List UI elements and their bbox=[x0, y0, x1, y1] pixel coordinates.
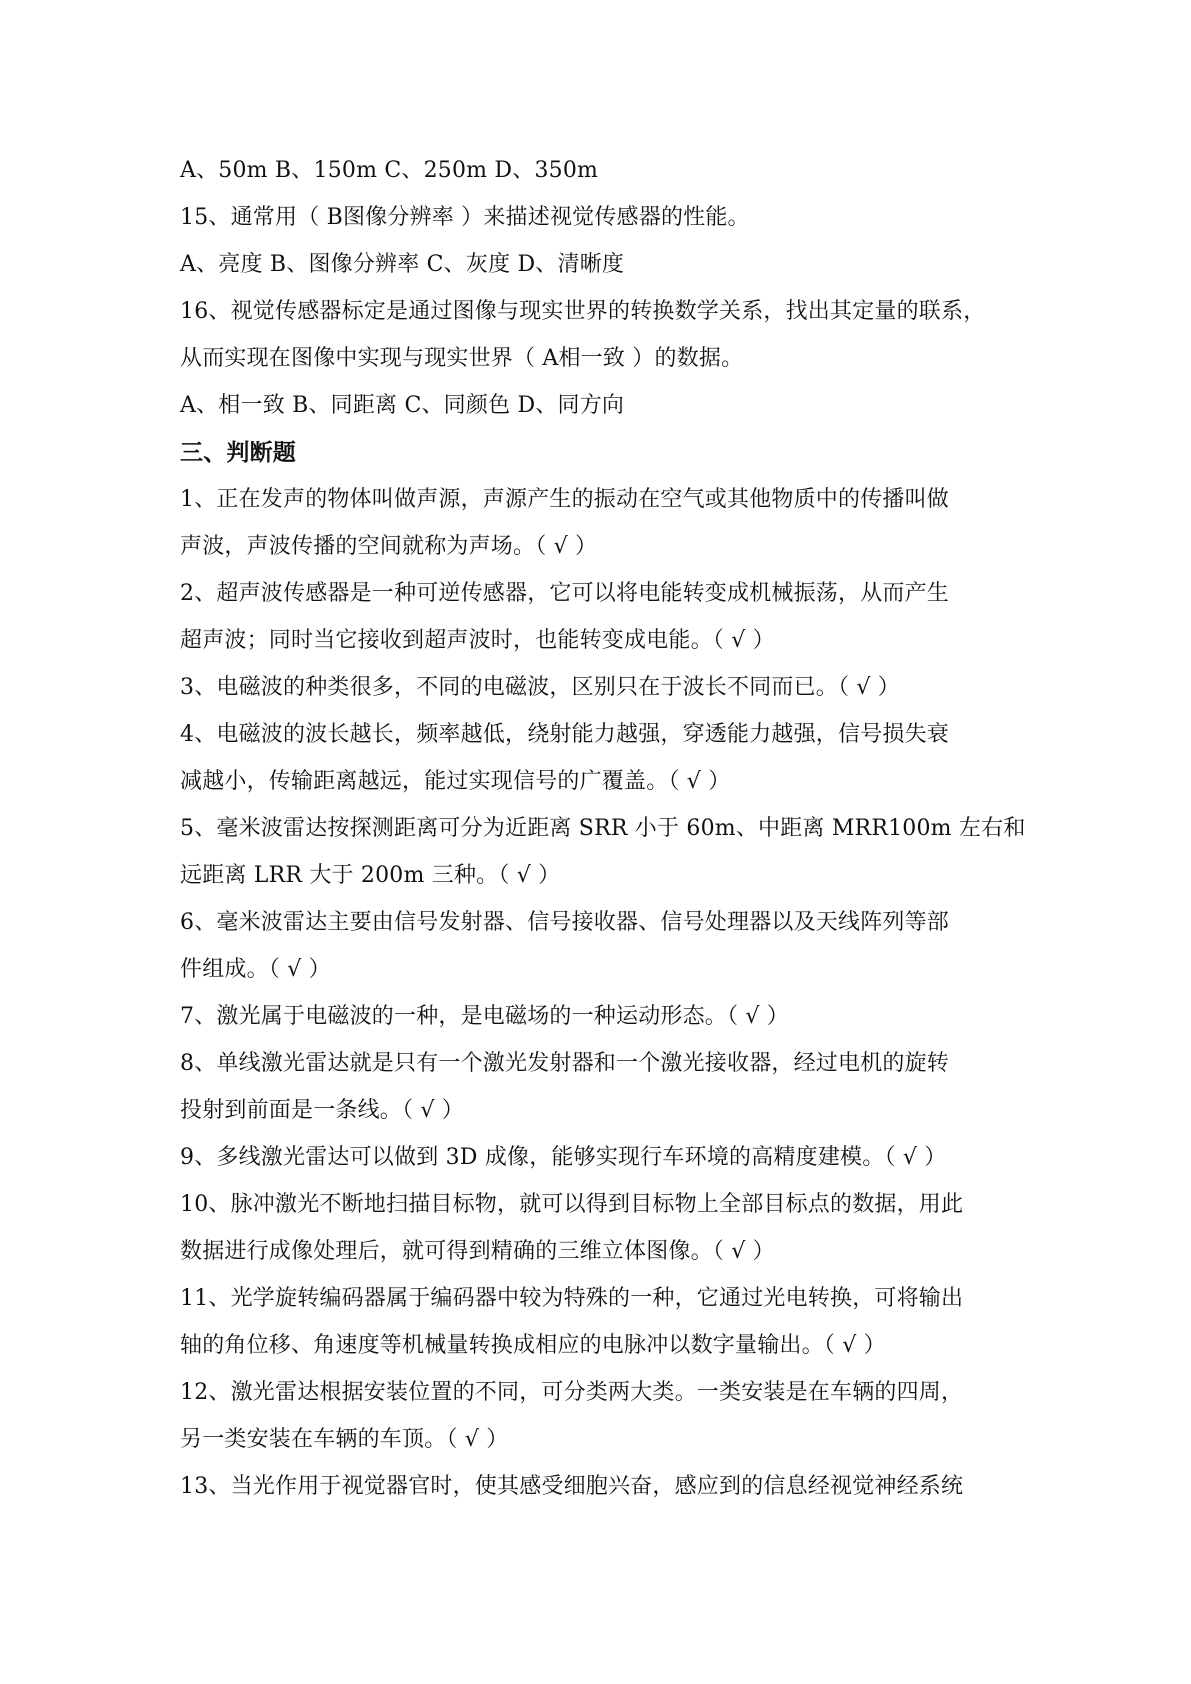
tf-item-11-line-1: 11、光学旋转编码器属于编码器中较为特殊的一种，它通过光电转换，可将输出 bbox=[180, 1286, 964, 1311]
tf-item-3: 3、电磁波的种类很多，不同的电磁波，区别只在于波长不同而已。（ √ ） bbox=[180, 675, 901, 700]
tf-item-13-line-1: 13、当光作用于视觉器官时，使其感受细胞兴奋，感应到的信息经视觉神经系统 bbox=[180, 1474, 964, 1499]
tf-item-12-line-1: 12、激光雷达根据安装位置的不同，可分类两大类。一类安装是在车辆的四周， bbox=[180, 1380, 964, 1405]
tf-item-6-line-2: 件组成。（ √ ） bbox=[180, 957, 331, 982]
tf-item-6-line-1: 6、毫米波雷达主要由信号发射器、信号接收器、信号处理器以及天线阵列等部 bbox=[180, 910, 949, 935]
tf-item-5-line-2: 远距离 LRR 大于 200m 三种。（ √ ） bbox=[180, 863, 561, 888]
options-line-q14: A、50m B、150m C、250m D、350m bbox=[180, 158, 599, 183]
options-line-q15: A、亮度 B、图像分辨率 C、灰度 D、清晰度 bbox=[180, 252, 625, 277]
tf-item-2-line-1: 2、超声波传感器是一种可逆传感器，它可以将电能转变成机械振荡，从而产生 bbox=[180, 581, 949, 606]
section-heading-true-false: 三、判断题 bbox=[180, 439, 296, 466]
tf-item-12-line-2: 另一类安装在车辆的车顶。（ √ ） bbox=[180, 1427, 509, 1452]
document-body bbox=[180, 147, 1026, 1510]
tf-item-10-line-2: 数据进行成像处理后，就可得到精确的三维立体图像。（ √ ） bbox=[180, 1239, 775, 1264]
question-16-line-2: 从而实现在图像中实现与现实世界（ A相一致 ）的数据。 bbox=[180, 346, 744, 371]
tf-item-8-line-1: 8、单线激光雷达就是只有一个激光发射器和一个激光接收器，经过电机的旋转 bbox=[180, 1051, 949, 1076]
tf-item-11-line-2: 轴的角位移、角速度等机械量转换成相应的电脉冲以数字量输出。（ √ ） bbox=[180, 1333, 886, 1358]
tf-item-4-line-1: 4、电磁波的波长越长，频率越低，绕射能力越强，穿透能力越强，信号损失衰 bbox=[180, 722, 949, 747]
tf-item-1-line-1: 1、正在发声的物体叫做声源，声源产生的振动在空气或其他物质中的传播叫做 bbox=[180, 487, 949, 512]
tf-item-8-line-2: 投射到前面是一条线。（ √ ） bbox=[180, 1098, 465, 1123]
tf-item-10-line-1: 10、脉冲激光不断地扫描目标物，就可以得到目标物上全部目标点的数据，用此 bbox=[180, 1192, 964, 1217]
tf-item-9: 9、多线激光雷达可以做到 3D 成像，能够实现行车环境的高精度建模。（ √ ） bbox=[180, 1145, 947, 1170]
options-line-q16: A、相一致 B、同距离 C、同颜色 D、同方向 bbox=[180, 393, 625, 418]
tf-item-1-line-2: 声波，声波传播的空间就称为声场。（ √ ） bbox=[180, 534, 598, 559]
question-16-line-1: 16、视觉传感器标定是通过图像与现实世界的转换数学关系，找出其定量的联系， bbox=[180, 299, 986, 324]
tf-item-7: 7、激光属于电磁波的一种，是电磁场的一种运动形态。（ √ ） bbox=[180, 1004, 790, 1029]
question-15: 15、通常用（ B图像分辨率 ）来描述视觉传感器的性能。 bbox=[180, 205, 750, 230]
tf-item-2-line-2: 超声波；同时当它接收到超声波时，也能转变成电能。（ √ ） bbox=[180, 628, 775, 653]
tf-item-5-line-1: 5、毫米波雷达按探测距离可分为近距离 SRR 小于 60m、中距离 MRR100m 左右和 bbox=[180, 816, 1026, 841]
tf-item-4-line-2: 减越小，传输距离越远，能过实现信号的广覆盖。（ √ ） bbox=[180, 769, 731, 794]
